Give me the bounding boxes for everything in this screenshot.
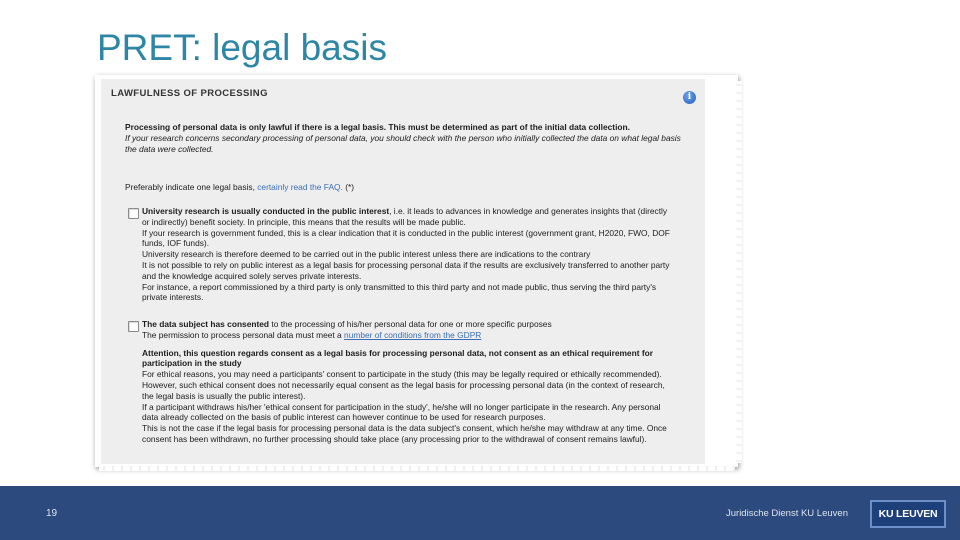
consent-text: to the processing of his/her personal data for one or more specific purposes — [269, 319, 552, 329]
public-interest-body-1: If your research is government funded, this is a clear indication that it is conducted in the public interest (government grant, H2020, FWO, DOF funds, IOF funds). — [142, 227, 670, 249]
public-interest-text: , i.e. it leads to advances in knowledge and generates insights that (directly or indirectly) benefit society. In principle, this means that the results will be made public. — [142, 206, 668, 227]
consent-bold: The data subject has consented — [142, 319, 270, 329]
public-interest-checkbox[interactable] — [128, 208, 139, 219]
public-interest-option — [142, 206, 670, 303]
page-number: 19 — [46, 508, 58, 519]
gdpr-conditions-link[interactable]: number of conditions from the GDPR — [344, 329, 482, 340]
faq-link[interactable]: certainly read the FAQ. — [257, 182, 343, 192]
slide-title: PRET: legal basis — [97, 27, 387, 68]
prefer-prefix: Preferably indicate one legal basis, — [125, 182, 255, 192]
info-icon[interactable]: i — [683, 91, 696, 104]
section-title: LAWFULNESS OF PROCESSING — [111, 88, 268, 99]
prefer-suffix: (*) — [345, 182, 355, 192]
public-interest-bold: University research is usually conducted in the public interest — [142, 206, 390, 216]
consent-checkbox[interactable] — [128, 321, 139, 332]
public-interest-body-3: It is not possible to rely on public interest as a legal basis for processing personal data if the results are exclusively transferred to another party and the knowledge acquired solely serves private interests. — [142, 259, 670, 281]
consent-body-1: For ethical reasons, you may need a participants' consent to participate in the study (this may be legally required or ethically recommended). However, such ethical consent does not necessarily equal consent as the legal basis for processing personal data (in the context of research, the legal basis is usually the public interest). — [142, 369, 665, 401]
torn-edge-bottom — [99, 466, 735, 471]
consent-attention: Attention, this question regards consent as a legal basis for processing personal data, not consent as an ethical requirement for participation in the study — [142, 347, 653, 369]
torn-edge-right — [736, 81, 742, 463]
footer-bar — [0, 486, 960, 540]
consent-body-3: This is not the case if the legal basis for processing personal data is the data subject's consent, which he/she may withdraw at any time. Once consent has been withdrawn, no further processing should take place (any processing prior to the withdrawal of consent remains lawful). — [142, 423, 667, 444]
intro-text — [125, 122, 685, 154]
footer-organization: Juridische Dienst KU Leuven — [726, 508, 848, 519]
intro-bold: Processing of personal data is only lawful if there is a legal basis. This must be determined as part of the initial data collection. — [125, 122, 630, 132]
consent-line2-prefix: The permission to process personal data must meet a — [142, 329, 345, 340]
public-interest-body-4: For instance, a report commissioned by a third party is only transmitted to this third party and not made public, thus serving the third party's private interests. — [142, 281, 657, 303]
intro-italic: If your research concerns secondary processing of personal data, you should check with the person who initially collected the data on what legal basis the data were collected. — [125, 132, 681, 154]
prefer-line — [125, 182, 685, 193]
public-interest-body-2: University research is therefore deemed to be carried out in the public interest unless there are indications to the contrary — [142, 249, 591, 260]
consent-option — [142, 319, 670, 445]
lawfulness-form-panel — [101, 79, 705, 464]
form-screenshot — [95, 75, 738, 467]
ku-leuven-logo: KU LEUVEN — [870, 500, 946, 528]
consent-body-2: If a participant withdraws his/her 'ethical consent for participation in the study', he/she will no longer participate in the research. Any personal data already collected on the basis of public interest can however continue to be used for research purposes. — [142, 401, 661, 423]
